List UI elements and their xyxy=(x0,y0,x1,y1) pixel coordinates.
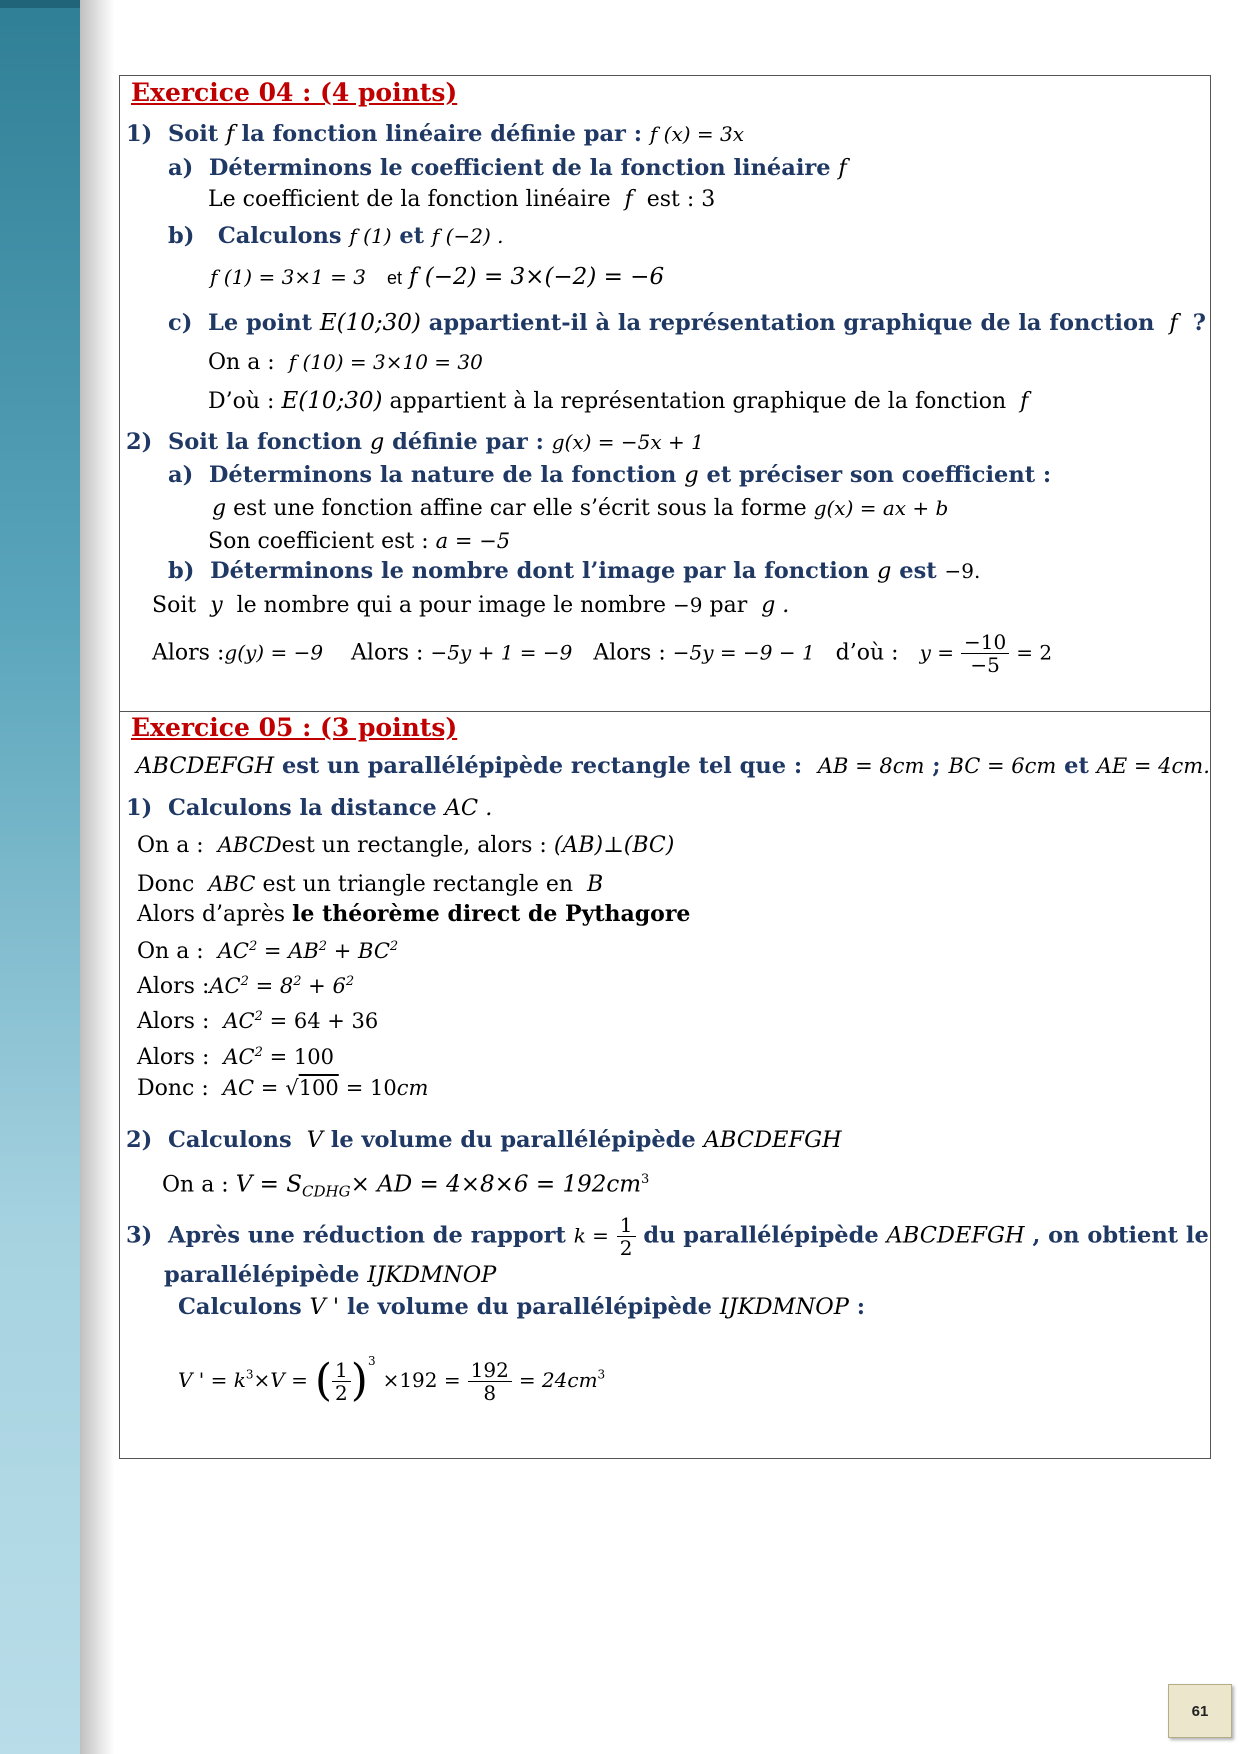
decorative-sidebar xyxy=(0,0,80,1754)
ex05-q3: 3) Après une réduction de rapport k = $\frac{1}{2}$ du parallélépipède ABCDEFGH , on obtient le xyxy=(126,1213,1209,1260)
fraction-y: $\frac{-10}{-5}$ xyxy=(961,631,1009,676)
ex05-l2: Donc ABC est un triangle rectangle en B xyxy=(137,872,604,897)
exercise-04-box xyxy=(119,75,1211,712)
ex05-q2-calc: On a : $V = S_{CDHG}\times$ AD = $4\times 8\times 6 = 192cm^3$ xyxy=(162,1171,650,1201)
sidebar-top-band xyxy=(0,0,80,8)
ex05-q3-line2: parallélépipède IJKDMNOP xyxy=(164,1262,497,1288)
ex04-q2b: b) Déterminons le nombre dont l’image par la fonction g est −9. xyxy=(168,558,981,584)
ex04-q1a-answer: Le coefficient de la fonction linéaire f est : 3 xyxy=(208,187,716,212)
ex05-l8: Donc : AC = √100 = 10cm xyxy=(137,1076,429,1101)
ex04-q2a-coef: Son coefficient est : a = −5 xyxy=(208,529,511,554)
ex04-q2a: a) Déterminons la nature de la fonction g et préciser son coefficient : xyxy=(168,462,1052,488)
ex04-q2: 2) Soit la fonction g définie par : g(x) = −5x + 1 xyxy=(126,429,704,455)
ex05-l3: Alors d’après le théorème direct de Pythagore xyxy=(137,901,691,927)
ex05-l7: Alors : $AC^2 = 100$ xyxy=(137,1045,334,1070)
fraction-192-8: $\frac{192}{8}$ xyxy=(468,1359,512,1404)
ex04-alors: Alors :g(y) = −9 Alors : −5y + 1 = −9 Alors : −5y = −9 − 1 d’où : y = $\frac{-10}{-5}$ = 2 xyxy=(152,630,1053,677)
ex04-q1: 1) Soit f la fonction linéaire définie par : f (x) = 3x xyxy=(126,121,744,147)
ex05-l4: On a : $AC^2 = AB^2 + BC^2$ xyxy=(137,939,399,964)
fraction-k: $\frac{1}{2}$ xyxy=(617,1214,636,1259)
ex04-q1a: a) Déterminons le coefficient de la fonction linéaire f xyxy=(168,155,847,181)
ex05-q3-calc: V ' = $k^3\times V$ = ( $\frac{1}{2}$ )$^3$ ×192 = $\frac{192}{8}$ = $24cm^3$ xyxy=(178,1354,606,1406)
ex05-intro: ABCDEFGH est un parallélépipède rectangle tel que : AB = 8cm ; BC = 6cm et AE = 4cm. xyxy=(136,753,1210,779)
ex05-q3-line3: Calculons V ' le volume du parallélépipède IJKDMNOP : xyxy=(178,1294,866,1320)
ex04-q2a-answer: g est une fonction affine car elle s’écrit sous la forme g(x) = ax + b xyxy=(212,496,949,521)
ex05-q1: 1) Calculons la distance AC . xyxy=(126,795,493,821)
page-number-badge: 61 xyxy=(1168,1684,1232,1738)
ex04-q1b: b) Calculons f (1) et f (−2) . xyxy=(168,223,504,249)
ex04-q1b-calc: f (1) = 3×1 = 3 et f (−2) = 3×(−2) = −6 xyxy=(210,264,665,290)
ex05-l6: Alors : $AC^2 = 64 + 36$ xyxy=(137,1009,379,1034)
exercise-05-title: Exercice 05 : (3 points) xyxy=(131,713,458,742)
ex04-soit: Soit y le nombre qui a pour image le nombre −9 par g . xyxy=(152,593,790,618)
ex05-q2: 2) Calculons V le volume du parallélépipède ABCDEFGH xyxy=(126,1127,842,1153)
fraction-half: $\frac{1}{2}$ xyxy=(332,1359,351,1404)
ex04-q1c-dou: D’où : E(10;30) appartient à la représentation graphique de la fonction f xyxy=(208,388,1029,414)
sidebar-shadow xyxy=(80,0,114,1754)
ex04-q1c: c) Le point E(10;30) appartient-il à la représentation graphique de la fonction f ? xyxy=(168,310,1206,336)
ex05-l1: On a : ABCDest un rectangle, alors : (AB)⊥(BC) xyxy=(137,833,675,858)
ex04-q1c-ona: On a : f (10) = 3×10 = 30 xyxy=(208,350,483,375)
ex05-l5: Alors $:AC^2 = 8^2 + 6^2$ xyxy=(137,974,355,999)
exercise-04-title: Exercice 04 : (4 points) xyxy=(131,78,458,107)
exercise-05-box xyxy=(119,711,1211,1459)
